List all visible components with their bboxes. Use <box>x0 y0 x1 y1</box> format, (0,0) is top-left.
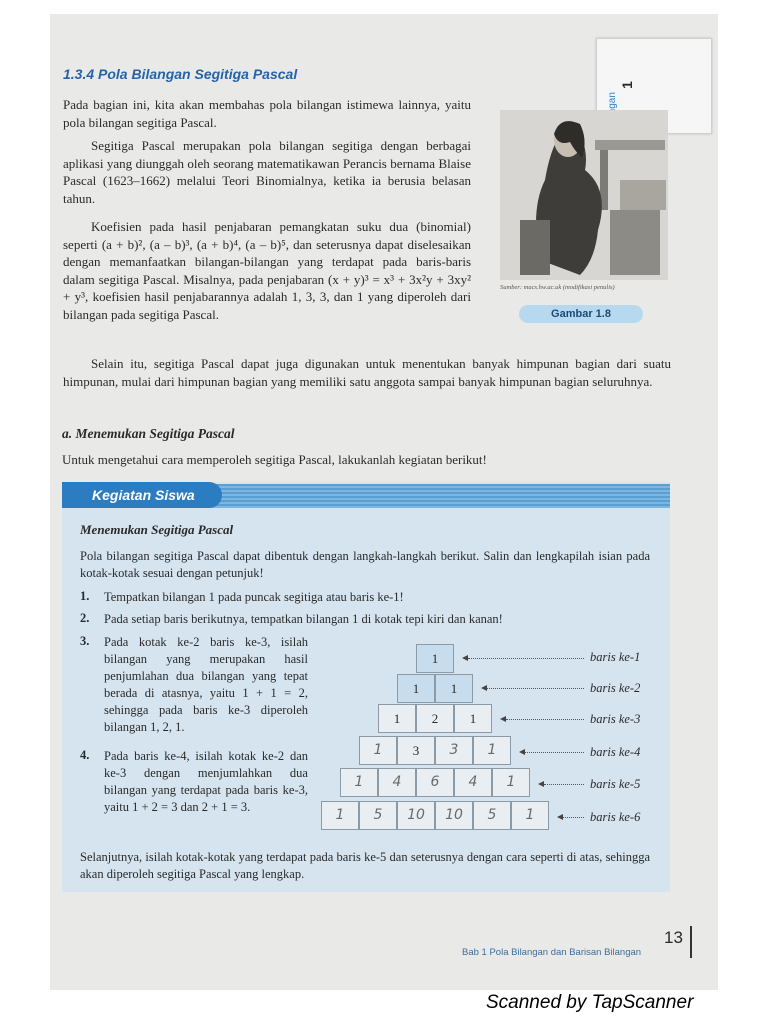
step-text: Tempatkan bilangan 1 pada puncak segitiga atau baris ke-1! <box>104 590 404 604</box>
pascal-cell: 1 <box>511 801 549 830</box>
pascal-cell: 1 <box>454 704 492 733</box>
step-number: 1. <box>80 589 90 603</box>
row-label: baris ke-4 <box>590 745 641 759</box>
step-text: Pada kotak ke-2 baris ke-3, isilah bilangan yang merupakan hasil penjumlahan dua bilangan yang tepat berada di atasnya, yaitu 1 + 1 = 2, sehingga pada baris ke-3 diperoleh bilangan 1, 2, 1. <box>104 635 308 734</box>
step-text: Pada setiap baris berikutnya, tempatkan bilangan 1 di kotak tepi kiri dan kanan! <box>104 612 503 626</box>
pascal-cell: 4 <box>378 768 416 797</box>
activity-title: Menemukan Segitiga Pascal <box>80 522 234 537</box>
pointer-line <box>544 784 584 785</box>
pointer-line <box>563 817 584 818</box>
pointer-line <box>487 688 584 689</box>
paragraph-binomial: Koefisien pada hasil penjabaran pemangkatan suku dua (binomial) seperti (a + b)², (a – b)³, (a + b)⁴, (a – b)⁵, dan seterusnya dapat diselesaikan dengan memanfaatkan bilangan-bilangan yang terdapat pada baris-baris dalam segitiga Pascal. Misalnya, pada penjabaran (x + y)³ = x³ + 3x²y + 3xy² + y³, koefisien hasil penjabarannya adalah 1, 3, 3, dan 1 yang diperoleh dari bilangan pada segitiga Pascal. <box>63 219 471 322</box>
pascal-cell: 3 <box>397 736 435 765</box>
pascal-cell: 1 <box>492 768 530 797</box>
step-number: 2. <box>80 611 90 625</box>
figure-badge: Gambar 1.8 <box>519 305 643 323</box>
row-label: baris ke-1 <box>590 650 641 664</box>
pointer-line <box>506 719 584 720</box>
chapter-footer: Bab 1 Pola Bilangan dan Barisan Bilangan <box>462 947 642 958</box>
row-label: baris ke-6 <box>590 810 641 824</box>
row-label: baris ke-2 <box>590 681 641 695</box>
pascal-cell: 1 <box>416 644 454 673</box>
pascal-cell: 10 <box>397 801 435 830</box>
pointer-line <box>525 752 584 753</box>
pascal-cell: 1 <box>397 674 435 703</box>
step-number: 3. <box>80 634 90 648</box>
pascal-cell: 5 <box>359 801 397 830</box>
pascal-cell: 3 <box>435 736 473 765</box>
activity-closing: Selanjutnya, isilah kotak-kotak yang terdapat pada baris ke-5 dan seterusnya dengan cara seperti di atas, sehingga akan diperoleh segitiga Pascal yang lengkap. <box>80 850 650 881</box>
pascal-cell: 4 <box>454 768 492 797</box>
side-tab-number: 1 <box>618 81 635 89</box>
pascal-cell: 1 <box>435 674 473 703</box>
pascal-cell: 5 <box>473 801 511 830</box>
pascal-cell: 1 <box>378 704 416 733</box>
pascal-cell: 1 <box>321 801 359 830</box>
paragraph-intro: Pada bagian ini, kita akan membahas pola bilangan istimewa lainnya, yaitu pola bilangan segitiga Pascal. <box>63 97 471 130</box>
subsection-intro: Untuk mengetahui cara memperoleh segitiga Pascal, lakukanlah kegiatan berikut! <box>62 452 487 467</box>
blaise-pascal-portrait <box>500 110 668 280</box>
subsection-title: a. Menemukan Segitiga Pascal <box>62 426 235 441</box>
row-label: baris ke-5 <box>590 777 641 791</box>
figure-source: Sumber: macs.hw.ac.uk (modifikasi penulis) <box>500 284 615 291</box>
section-title: 1.3.4 Pola Bilangan Segitiga Pascal <box>63 66 298 82</box>
page-number-divider <box>690 926 692 958</box>
paragraph-subsets: Selain itu, segitiga Pascal dapat juga digunakan untuk menentukan banyak himpunan bagian dari suatu himpunan, mulai dari himpunan bagian yang memiliki satu anggota sampai banyak himpunan bagian seluruhnya. <box>63 356 671 389</box>
activity-intro: Pola bilangan segitiga Pascal dapat dibentuk dengan langkah-langkah berikut. Salin dan lengkapilah isian pada kotak-kotak sesuai dengan petunjuk! <box>80 549 650 580</box>
pascal-cell: 1 <box>359 736 397 765</box>
pascal-cell: 6 <box>416 768 454 797</box>
page-number: 13 <box>664 928 683 947</box>
pascal-cell: 2 <box>416 704 454 733</box>
pascal-cell: 1 <box>473 736 511 765</box>
activity-header: Kegiatan Siswa <box>62 482 222 508</box>
step-text: Pada baris ke-4, isilah kotak ke-2 dan ke-3 dengan menjumlahkan dua bilangan yang terdapat pada baris ke-3, yaitu 1 + 2 = 3 dan 2 + 1 = 3. <box>104 749 308 814</box>
scanner-watermark: Scanned by TapScanner <box>486 992 694 1013</box>
step-number: 4. <box>80 748 90 762</box>
pascal-cell: 10 <box>435 801 473 830</box>
pointer-line <box>468 658 584 659</box>
paragraph-history: Segitiga Pascal merupakan pola bilangan segitiga dengan berbagai aplikasi yang diunggah oleh seorang matematikawan Perancis bernama Blaise Pascal (1623–1662) melalui Teori Binomialnya, ketika ia berusia belasan tahun. <box>63 138 471 206</box>
pascal-cell: 1 <box>340 768 378 797</box>
row-label: baris ke-3 <box>590 712 641 726</box>
